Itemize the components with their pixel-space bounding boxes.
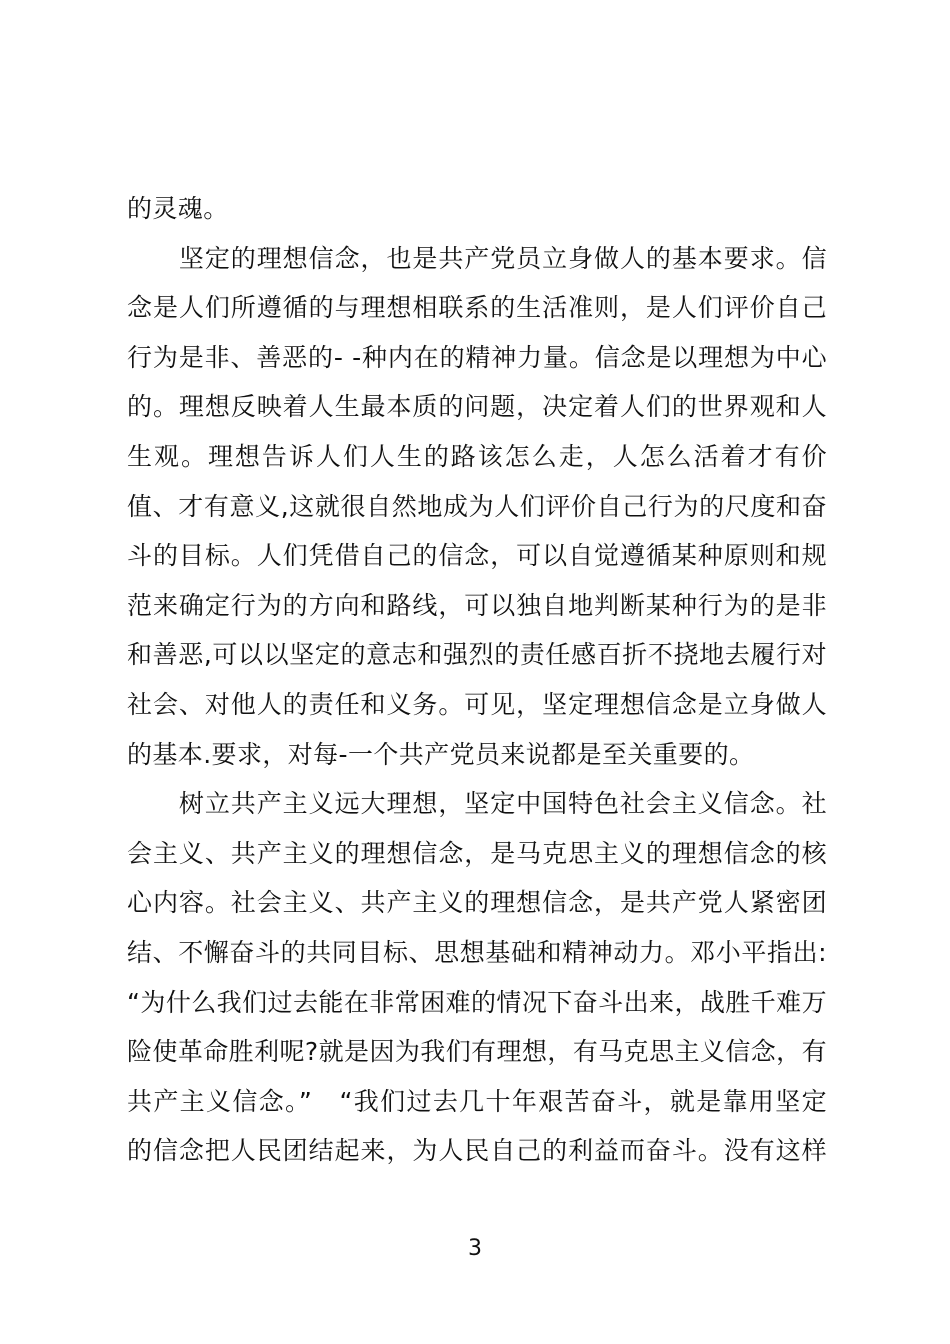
text-line: 念是人们所遵循的与理想相联系的生活准则，是人们评价自己	[127, 293, 827, 323]
text-line: 险使革命胜利呢?就是因为我们有理想，有马克思主义信念，有	[127, 1037, 827, 1067]
text-line: 社会、对他人的责任和义务。可见，坚定理想信念是立身做人	[127, 689, 827, 719]
text-line: 会主义、共产主义的理想信念，是马克思主义的理想信念的核	[127, 838, 827, 868]
text-line: 树立共产主义远大理想，坚定中国特色社会主义信念。社	[127, 789, 827, 819]
text-line: 和善恶,可以以坚定的意志和强烈的责任感百折不挠地去履行对	[127, 640, 827, 670]
text-line: 的基本.要求，对每-一个共产党员来说都是至关重要的。	[127, 739, 755, 769]
text-line: 范来确定行为的方向和路线，可以独自地判断某种行为的是非	[127, 590, 827, 620]
text-line: 心内容。社会主义、共产主义的理想信念，是共产党人紧密团	[127, 888, 827, 918]
text-line: 的信念把人民团结起来，为人民自己的利益而奋斗。没有这样	[127, 1136, 827, 1166]
text-line: 值、才有意义,这就很自然地成为人们评价自己行为的尺度和奋	[127, 491, 827, 521]
text-line: 斗的目标。人们凭借自己的信念，可以自觉遵循某种原则和规	[127, 541, 827, 571]
text-line: 共产主义信念。” “我们过去几十年艰苦奋斗，就是靠用坚定	[127, 1086, 827, 1116]
text-line: 的。理想反映着人生最本质的问题，决定着人们的世界观和人	[127, 392, 827, 422]
text-line: 结、不懈奋斗的共同目标、思想基础和精神动力。邓小平指出:	[127, 937, 827, 967]
text-line: 的灵魂。	[127, 194, 229, 223]
text-line: 行为是非、善恶的- -种内在的精神力量。信念是以理想为中心	[127, 342, 827, 372]
text-line: 坚定的理想信念，也是共产党员立身做人的基本要求。信	[127, 243, 827, 273]
body-text	[127, 184, 827, 1176]
text-line: 生观。理想告诉人们人生的路该怎么走，人怎么活着才有价	[127, 441, 827, 471]
text-line: “为什么我们过去能在非常困难的情况下奋斗出来，战胜千难万	[127, 987, 827, 1017]
page-number: 3	[468, 1236, 482, 1261]
